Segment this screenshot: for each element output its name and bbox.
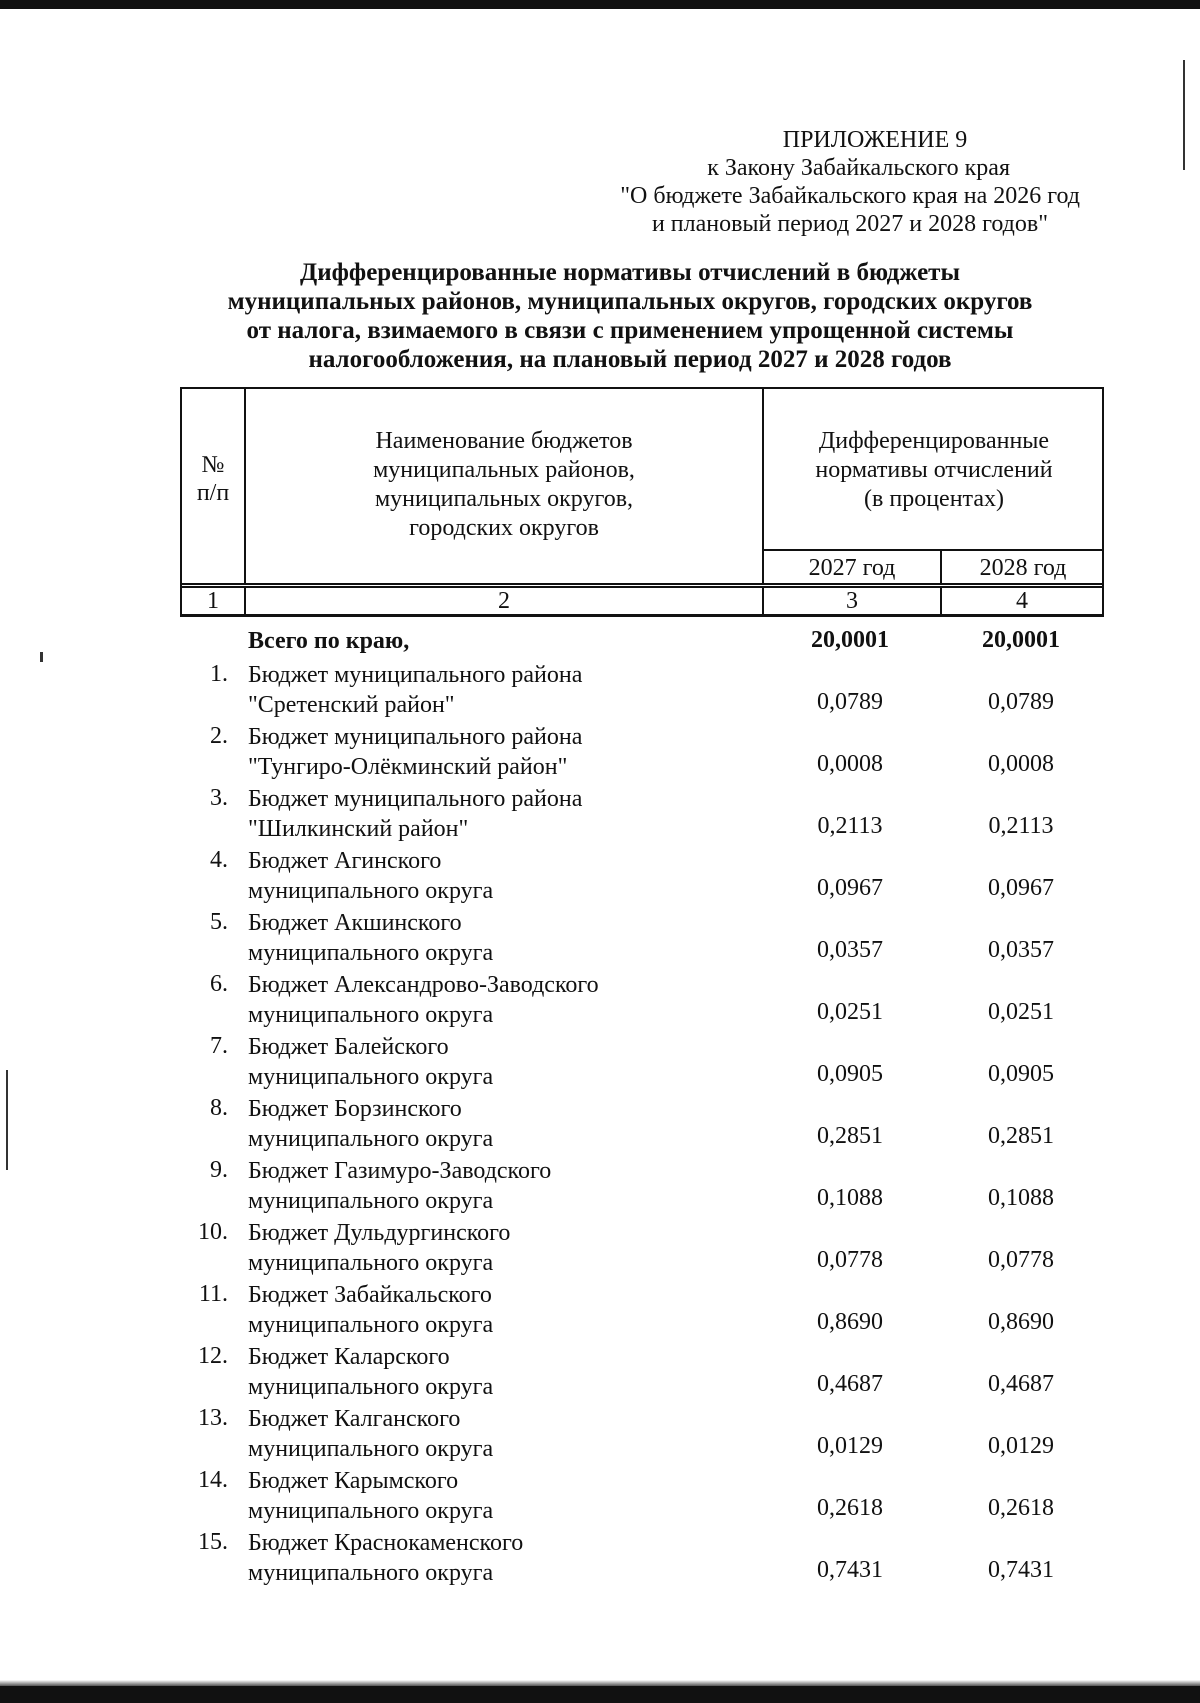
table-body [180,622,1104,1586]
row-name-line: Бюджет муниципального района [248,786,583,812]
annex-line: и плановый период 2027 и 2028 годов" [651,211,1048,237]
row-name [248,970,748,1030]
table-row [180,780,1104,842]
row-name-line: "Тунгиро-Олёкминский район" [248,754,568,780]
row-value-2028: 0,0357 [988,937,1054,963]
row-name-line: Бюджет Забайкальского [248,1282,492,1308]
row-value-2027: 0,2851 [817,1123,883,1149]
row-name-line: Бюджет Борзинского [248,1096,462,1122]
title-line: муниципальных районов, муниципальных округов, городских округов [227,288,1033,315]
header-name-line: городских округов [409,515,599,541]
column-index: 2 [498,588,510,614]
row-name [248,1156,748,1216]
row-value-2028: 0,2851 [988,1123,1054,1149]
scan-artifact [1183,60,1185,170]
row-name-line: Бюджет Балейского [248,1034,449,1060]
row-name-line: муниципального округа [248,1498,494,1524]
row-value-2028: 0,2113 [988,813,1054,839]
scan-border-top [0,0,1200,9]
column-index-row [180,586,1104,616]
row-number: 9. [210,1157,228,1183]
row-number: 14. [198,1467,228,1493]
table-row [180,1338,1104,1400]
title-line: Дифференцированные нормативы отчислений в бюджеты [300,259,960,286]
scan-border-bottom [0,1686,1200,1703]
row-value-2027: 0,2618 [817,1495,883,1521]
row-name-line: муниципального округа [248,1002,494,1028]
row-value-2028: 0,0008 [988,751,1054,777]
total-label: Всего по краю, [248,628,410,654]
table-header [180,387,1104,617]
table-row [180,1276,1104,1338]
header-year-2027: 2027 год [808,555,896,581]
row-value-2028: 0,0967 [988,875,1054,901]
annex-block [560,126,1080,238]
header-norm-line: Дифференцированные [818,428,1050,454]
scan-artifact [6,1070,8,1170]
column-index: 4 [1016,588,1028,614]
row-value-2027: 0,7431 [817,1557,883,1583]
table-row [180,656,1104,718]
row-value-2027: 0,2113 [817,813,883,839]
row-name [248,722,748,782]
row-number: 11. [198,1281,228,1307]
row-list [180,656,1104,1586]
table-row [180,1400,1104,1462]
row-name-line: муниципального округа [248,1126,494,1152]
row-name [248,1528,748,1588]
document-title [180,258,1080,374]
row-number: 15. [198,1529,228,1555]
header-name [246,427,762,543]
row-name-line: Бюджет Акшинского [248,910,462,936]
table-row [180,1214,1104,1276]
row-name-line: муниципального округа [248,1188,494,1214]
table-row [180,1524,1104,1586]
row-name [248,846,748,906]
row-value-2028: 0,1088 [988,1185,1054,1211]
column-index: 3 [846,588,858,614]
row-value-2028: 0,4687 [988,1371,1054,1397]
header-norm-line: (в процентах) [864,486,1004,512]
header-num [182,451,244,507]
row-value-2027: 0,0789 [817,689,883,715]
row-number: 6. [210,971,228,997]
row-name-line: Бюджет Калганского [248,1406,461,1432]
table-row [180,966,1104,1028]
row-value-2027: 0,0251 [817,999,883,1025]
row-value-2028: 0,0129 [988,1433,1054,1459]
row-number: 12. [198,1343,228,1369]
row-name-line: Бюджет Александрово-Заводского [248,972,599,998]
row-value-2028: 0,0251 [988,999,1054,1025]
row-name [248,660,748,720]
annex-line: к Закону Забайкальского края [707,155,1010,181]
row-number: 13. [198,1405,228,1431]
row-name [248,1032,748,1092]
row-name [248,908,748,968]
row-value-2028: 0,8690 [988,1309,1054,1335]
table-row [180,1462,1104,1524]
scan-artifact [40,652,43,662]
total-row [180,622,1104,656]
header-name-line: Наименование бюджетов [375,428,633,454]
row-name [248,1342,748,1402]
row-name [248,1466,748,1526]
row-value-2027: 0,4687 [817,1371,883,1397]
row-name-line: Бюджет Краснокаменского [248,1530,524,1556]
header-divider [762,549,1104,551]
header-num-line: № [201,452,225,478]
row-value-2027: 0,0967 [817,875,883,901]
row-name-line: "Сретенский район" [248,692,455,718]
row-value-2027: 0,8690 [817,1309,883,1335]
header-year-2028: 2028 год [979,555,1067,581]
row-number: 3. [210,785,228,811]
header-norm [764,427,1104,514]
row-value-2028: 0,7431 [988,1557,1054,1583]
row-name-line: муниципального округа [248,940,494,966]
row-number: 1. [210,661,228,687]
table-row [180,904,1104,966]
annex-line: "О бюджете Забайкальского края на 2026 год [620,183,1080,209]
row-name-line: Бюджет Газимуро-Заводского [248,1158,552,1184]
row-name-line: муниципального округа [248,1064,494,1090]
row-number: 2. [210,723,228,749]
row-name-line: "Шилкинский район" [248,816,469,842]
row-name-line: муниципального округа [248,1374,494,1400]
row-name [248,1280,748,1340]
title-line: от налога, взимаемого в связи с применением упрощенной системы [246,317,1014,344]
total-value-2028: 20,0001 [982,627,1060,653]
row-name [248,1404,748,1464]
row-value-2028: 0,2618 [988,1495,1054,1521]
row-name-line: муниципального округа [248,1560,494,1586]
row-value-2027: 0,0905 [817,1061,883,1087]
header-name-line: муниципальных округов, [374,486,634,512]
table-row [180,1090,1104,1152]
row-name-line: Бюджет Карымского [248,1468,459,1494]
header-num-line: п/п [196,480,230,506]
total-value-2027: 20,0001 [811,627,889,653]
row-value-2027: 0,0129 [817,1433,883,1459]
header-name-line: муниципальных районов, [373,457,635,483]
row-name-line: муниципального округа [248,1312,494,1338]
row-value-2028: 0,0905 [988,1061,1054,1087]
row-name-line: Бюджет Каларского [248,1344,450,1370]
row-name [248,1218,748,1278]
row-number: 5. [210,909,228,935]
row-name-line: Бюджет Дульдургинского [248,1220,511,1246]
row-number: 7. [210,1033,228,1059]
row-value-2028: 0,0789 [988,689,1054,715]
row-number: 4. [210,847,228,873]
table-row [180,1152,1104,1214]
row-name-line: Бюджет муниципального района [248,662,583,688]
row-value-2027: 0,0778 [817,1247,883,1273]
column-index: 1 [207,588,219,614]
header-norm-line: нормативы отчислений [815,457,1053,483]
row-name-line: муниципального округа [248,878,494,904]
row-name [248,784,748,844]
row-name [248,1094,748,1154]
table-row [180,1028,1104,1090]
table-row [180,842,1104,904]
row-name-line: Бюджет Агинского [248,848,442,874]
row-number: 8. [210,1095,228,1121]
row-name-line: муниципального округа [248,1250,494,1276]
row-value-2027: 0,0008 [817,751,883,777]
title-line: налогообложения, на плановый период 2027 и 2028 годов [308,346,952,373]
row-value-2027: 0,0357 [817,937,883,963]
header-divider [182,583,1102,585]
row-value-2027: 0,1088 [817,1185,883,1211]
row-number: 10. [198,1219,228,1245]
annex-caption: ПРИЛОЖЕНИЕ 9 [782,127,968,153]
row-name-line: муниципального округа [248,1436,494,1462]
table-row [180,718,1104,780]
row-name-line: Бюджет муниципального района [248,724,583,750]
row-value-2028: 0,0778 [988,1247,1054,1273]
